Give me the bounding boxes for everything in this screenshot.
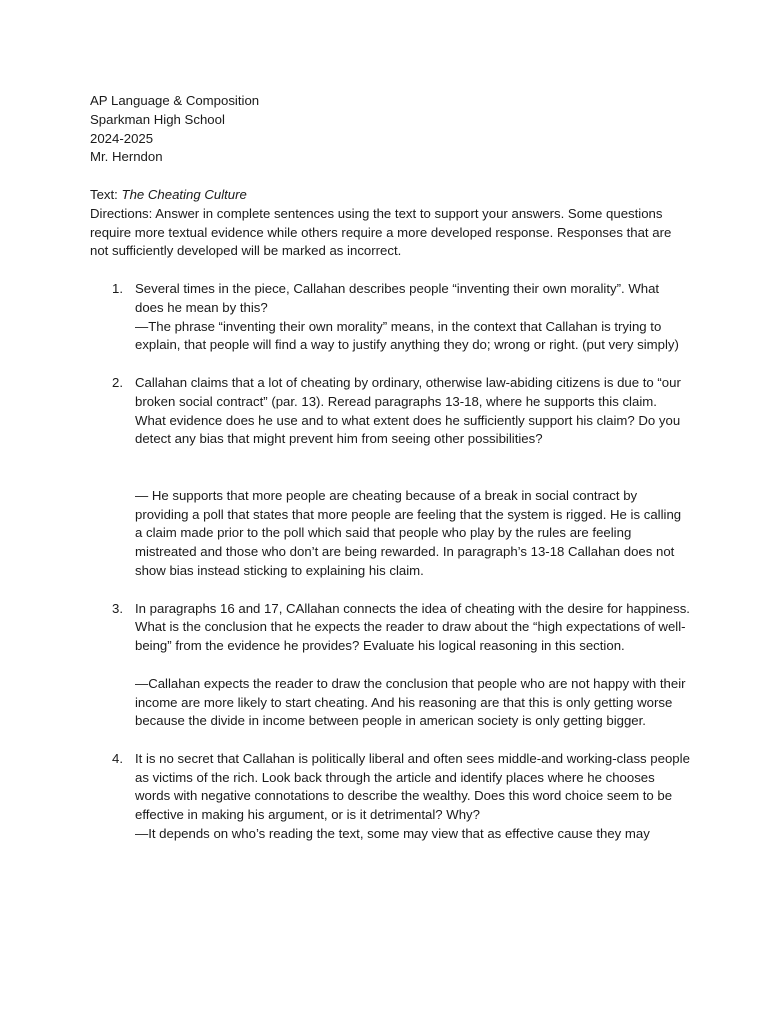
course-name: AP Language & Composition bbox=[90, 93, 260, 108]
spacer bbox=[90, 731, 690, 750]
school-name: Sparkman High School bbox=[90, 111, 225, 127]
document-header bbox=[90, 92, 690, 167]
question-number: 1. bbox=[112, 280, 123, 296]
question-item-2 bbox=[90, 374, 690, 581]
question-item-4 bbox=[90, 750, 690, 844]
question-number: 4. bbox=[112, 750, 123, 766]
spacer bbox=[135, 449, 690, 487]
question-prompt: It is no secret that Callahan is politically liberal and often sees middle-and working-class people as victims of the rich. Look back through the article and identify places where he chooses words with negative connotations to describe the wealthy. Does this word choice seem to be effective in making his argument, or is it detrimental? Why? bbox=[135, 750, 690, 823]
question-item-1 bbox=[90, 280, 690, 355]
spacer bbox=[90, 581, 690, 600]
spacer bbox=[90, 261, 690, 280]
question-item-3 bbox=[90, 600, 690, 732]
text-title: The Cheating Culture bbox=[121, 186, 247, 202]
text-label: Text: bbox=[90, 186, 122, 202]
spacer bbox=[135, 656, 690, 675]
document-page bbox=[90, 92, 690, 844]
question-answer: — He supports that more people are cheating because of a break in social contract by providing a poll that states that more people are feeling that the system is rigged. He is calling a claim made prior to the poll which said that people who play by the rules are feeling mistreated and those who don’t are being rewarded. In paragraph’s 13-18 Callahan does not show bias instead sticking to explaining his claim. bbox=[135, 487, 682, 578]
question-answer: —Callahan expects the reader to draw the conclusion that people who are not happy with their income are more likely to start cheating. And his reasoning are that this is only getting worse because the divide in income between people in american society is only getting bigger. bbox=[135, 675, 686, 729]
question-answer: —The phrase “inventing their own morality” means, in the context that Callahan is trying to explain, that people will find a way to justify anything they do; wrong or right. (put very simply) bbox=[135, 318, 679, 353]
question-prompt: Callahan claims that a lot of cheating by ordinary, otherwise law-abiding citizens is due to “our broken social contract” (par. 13). Reread paragraphs 13-18, where he supports this claim. What evidence does he use and to what extent does he sufficiently support his claim? Do you detect any bias that might prevent him from seeing other possibilities? bbox=[135, 374, 681, 447]
directions: Directions: Answer in complete sentences using the text to support your answers. Some questions require more textual evidence while others require a more developed response. Responses that are not sufficiently developed will be marked as incorrect. bbox=[90, 205, 672, 259]
question-list bbox=[90, 280, 690, 844]
school-year: 2024-2025 bbox=[90, 130, 154, 146]
text-title-line bbox=[90, 186, 690, 205]
question-prompt: In paragraphs 16 and 17, CAllahan connects the idea of cheating with the desire for happiness. What is the conclusion that he expects the reader to draw about the “high expectations of well-being” from the evidence he provides? Evaluate his logical reasoning in this section. bbox=[135, 600, 690, 654]
question-prompt: Several times in the piece, Callahan describes people “inventing their own morality”. What does he mean by this? bbox=[135, 280, 660, 315]
question-answer: —It depends on who’s reading the text, some may view that as effective cause they may bbox=[135, 826, 650, 842]
question-number: 2. bbox=[112, 374, 123, 390]
spacer bbox=[90, 167, 690, 186]
teacher-name: Mr. Herndon bbox=[90, 149, 163, 165]
spacer bbox=[90, 355, 690, 374]
question-number: 3. bbox=[112, 600, 123, 616]
